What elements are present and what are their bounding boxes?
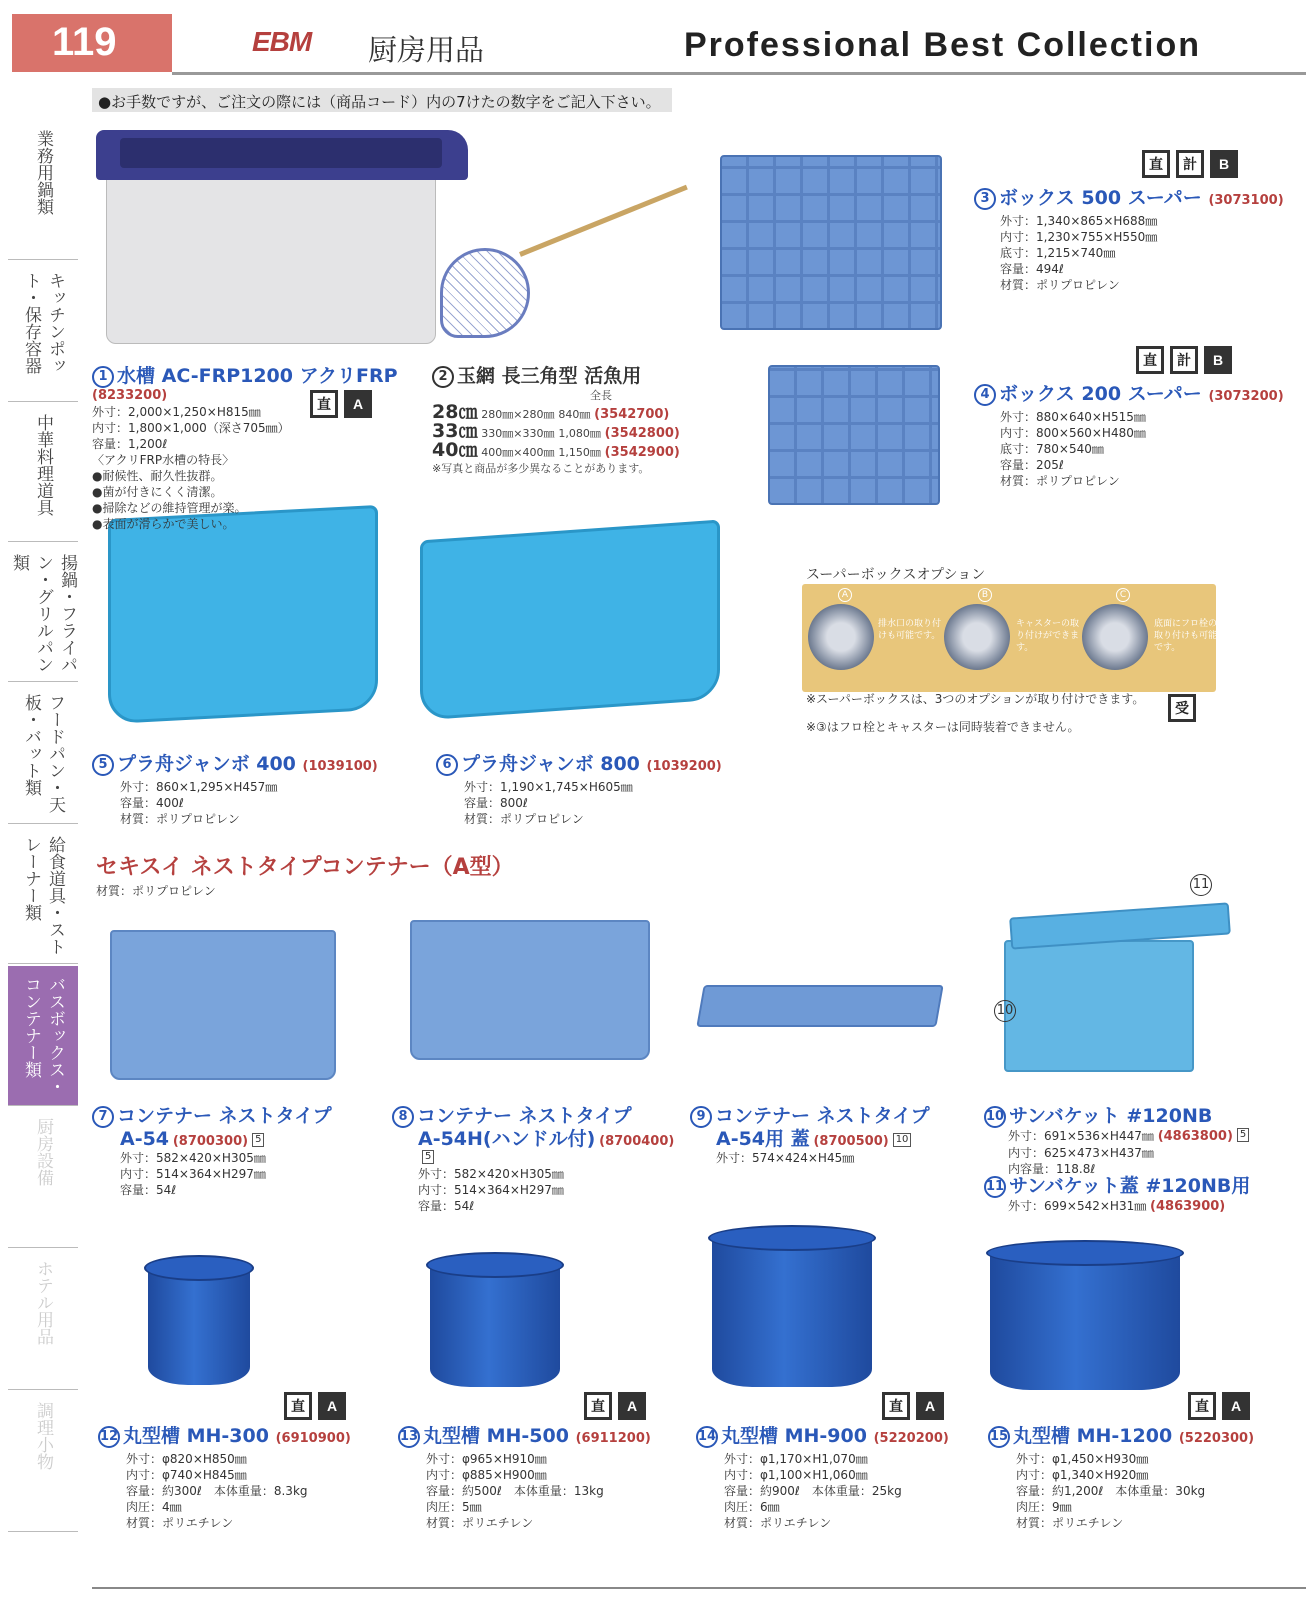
spec-line: 肉圧：6㎜ [724,1500,780,1514]
direct-ship-icon: 直 [1136,346,1164,374]
product-3-badges [1142,150,1238,178]
spec-line: 外寸：691×536×H447㎜ (4863800) 5 [984,1128,1302,1145]
spec-line: 材質：ポリプロピレン [464,812,584,826]
spec-line: 外寸：1,190×1,745×H605㎜ [464,780,633,794]
spec-line: 外寸：φ1,450×H930㎜ [1016,1452,1149,1466]
sidebar-tab-bus-boxes[interactable] [8,966,78,1106]
brand-logo: EBM [252,26,312,57]
option-c-text: 底面にフロ栓の取り付けも可能です。 [1154,619,1218,653]
footer-divider [92,1587,1306,1589]
spec-line: 外寸：582×420×H305㎜ [120,1151,266,1165]
product-title: 15 丸型槽 MH-1200 (5220300) [990,1425,1255,1447]
spec-line: 外寸：φ1,170×H1,070㎜ [724,1452,868,1466]
rank-a-icon: A [916,1392,944,1420]
product-11 [984,1174,1302,1215]
plug-icon [1082,604,1148,670]
product-14 [696,1424,996,1531]
container-lid-image [696,985,943,1027]
rank-a-icon: A [344,390,372,418]
sidebar-tab-label: ホテル用品 [33,1260,53,1345]
spec-line: ●掃除などの維持管理が楽。 [92,501,247,515]
spec-line: 内寸：1,800×1,000（深さ705㎜） [92,421,290,435]
spec-line: 材質：ポリプロピレン [1000,278,1120,292]
box-500-image [720,155,942,330]
spec-line: 容量：約300ℓ 本体重量：8.3kg [126,1484,308,1498]
product-title: 14 丸型槽 MH-900 (5220200) [698,1425,949,1447]
product-4 [974,382,1300,489]
product-title: 4 ボックス 200 スーパー (3073200) [974,382,1300,409]
option-c-label: C [1116,588,1130,602]
sidebar-tab-label: 業務用鍋類 [33,130,53,215]
drain-icon [808,604,874,670]
product-2 [432,364,722,477]
option-note-1: ※スーパーボックスは、3つのオプションが取り付けできます。 [806,692,1145,706]
product-title: 7 コンテナー ネストタイプ [92,1104,382,1128]
spec-line: 内容量：118.8ℓ [1008,1162,1096,1176]
sidebar-tab-label: 調理小物 [33,1402,53,1470]
spec-line: ●菌が付きにくく清潔。 [92,485,223,499]
spec-line: 外寸：φ965×H910㎜ [426,1452,547,1466]
product-15 [988,1424,1298,1531]
product-7 [92,1104,382,1198]
spec-line: 材質：ポリエチレン [426,1516,534,1530]
direct-ship-icon: 直 [1188,1392,1216,1420]
product-title: 3 ボックス 500 スーパー (3073100) [974,186,1300,213]
net-size-row: 40㎝ 400㎜×400㎜ 1,150㎜ (3542900) [432,439,680,461]
spec-line: 内寸：φ1,100×H1,060㎜ [724,1468,868,1482]
product-subtitle: A-54用 蓋 (8700500) 10 [690,1128,970,1150]
spec-line: 内寸：625×473×H437㎜ [1008,1146,1154,1160]
sidebar-tab-food-service[interactable] [8,826,78,964]
spec-line: 肉圧：5㎜ [426,1500,482,1514]
calculator-icon: 計 [1176,150,1204,178]
product-subtitle: A-54H(ハンドル付) (8700400)5 [418,1128,675,1162]
collection-title: Professional Best Collection [684,26,1201,64]
option-b-label: B [978,588,992,602]
spec-line: 外寸：φ820×H850㎜ [126,1452,247,1466]
option-b-text: キャスターの取り付けができます。 [1016,619,1080,653]
spec-line: 容量：約1,200ℓ 本体重量：30kg [1016,1484,1206,1498]
sidebar-tab-hotel[interactable] [8,1250,78,1390]
sidebar-tab-label: 厨房設備 [33,1118,53,1186]
sidebar-tab-label: 給食道具・ストレーナー類 [21,836,65,955]
spec-line: 材質：ポリプロピレン [1000,474,1120,488]
rank-b-icon: B [1210,150,1238,178]
sidebar-tab-pots[interactable] [8,120,78,260]
header-divider [172,72,1306,75]
jumbo-400-image [108,505,378,724]
sidebar-tab-kitchen-pot[interactable] [8,262,78,402]
spec-line: 材質：ポリプロピレン [120,812,240,826]
calculator-icon: 計 [1170,346,1198,374]
round-tank-500-image [430,1262,560,1387]
sidebar-tab-chinese[interactable] [8,404,78,542]
pack-qty-icon: 10 [893,1133,912,1147]
option-title: スーパーボックスオプション [806,567,986,583]
round-tank-300-image [148,1265,250,1385]
direct-ship-icon: 直 [882,1392,910,1420]
caster-icon [944,604,1010,670]
pack-qty-icon: 5 [1237,1128,1249,1142]
product-title: 2 玉網 長三角型 活魚用 [432,364,722,388]
sidebar-tab-label: キッチンポット・保存容器 [21,272,65,374]
product-14-badges [882,1392,944,1420]
spec-line: 底寸：780×540㎜ [1000,442,1104,456]
product-15-badges [1188,1392,1250,1420]
spec-line: 容量：800ℓ [464,796,528,810]
product-title: 13 丸型槽 MH-500 (6911200) [400,1425,651,1447]
category-title: 厨房用品 [368,33,485,67]
spec-line: 容量：約500ℓ 本体重量：13kg [426,1484,604,1498]
product-subtitle: A-54 (8700300) 5 [92,1128,382,1150]
spec-line: 外寸：1,340×865×H688㎜ [1000,214,1158,228]
spec-line: 内寸：800×560×H480㎜ [1000,426,1146,440]
product-title: 11 サンバケット蓋 #120NB用 [986,1175,1251,1197]
product-12-badges [284,1392,346,1420]
spec-line: 容量：約900ℓ 本体重量：25kg [724,1484,902,1498]
spec-line: 外寸：880×640×H515㎜ [1000,410,1146,424]
section-material: 材質：ポリプロピレン [96,884,216,898]
spec-line: 肉圧：4㎜ [126,1500,182,1514]
fish-net-image [440,200,680,350]
frp-tank-image [96,130,468,350]
product-3 [974,186,1300,293]
spec-line: ●耐候性、耐久性抜群。 [92,469,223,483]
pack-qty-icon: 5 [422,1150,434,1164]
spec-line: 容量：494ℓ [1000,262,1064,276]
spec-line: 〈アクリFRP水槽の特長〉 [92,453,235,467]
spec-line: 内寸：φ1,340×H920㎜ [1016,1468,1149,1482]
direct-ship-icon: 直 [584,1392,612,1420]
sidebar-tab-label: バスボックス・コンテナー類 [21,976,65,1095]
spec-line: 外寸：860×1,295×H457㎜ [120,780,278,794]
container-a54h-image [410,920,650,1060]
spec-line: 材質：ポリエチレン [724,1516,832,1530]
spec-line: ●表面が滑らかで美しい。 [92,517,235,531]
product-9 [690,1104,970,1166]
product-4-badges [1136,346,1232,374]
rank-a-icon: A [618,1392,646,1420]
sun-bucket-image [1004,940,1194,1072]
round-tank-900-image [712,1235,872,1387]
sidebar-tab-label: フードパン・天板・バット類 [21,694,65,813]
spec-line: 外寸：699×542×H31㎜ (4863900) [1008,1199,1226,1214]
sidebar-tab-fryers[interactable] [8,544,78,682]
net-size-row: 28㎝ 280㎜×280㎜ 840㎜ (3542700) [432,401,670,423]
product-10 [984,1104,1302,1177]
container-a54-image [110,930,336,1080]
jumbo-800-image [420,520,720,721]
spec-line: 材質：ポリエチレン [126,1516,234,1530]
spec-line: 底寸：1,215×740㎜ [1000,246,1116,260]
option-note-2: ※③はフロ栓とキャスターは同時装着できません。 [806,720,1080,734]
pack-qty-icon: 5 [252,1133,264,1147]
product-title: 5 プラ舟ジャンボ 400 (1039100) [92,752,402,779]
product-title: 9 コンテナー ネストタイプ [690,1104,970,1128]
product-title: 10 サンバケット #120NB [986,1105,1213,1127]
order-only-icon: 受 [1168,694,1196,722]
direct-ship-icon: 直 [284,1392,312,1420]
option-panel [802,584,1216,692]
page-number: 119 [12,14,172,72]
product-5 [92,752,402,827]
product-6 [436,752,756,827]
product-title: 1 水槽 AC-FRP1200 アクリFRP [92,364,422,388]
rank-a-icon: A [318,1392,346,1420]
length-header: 全長 [590,389,612,402]
spec-line: 容量：400ℓ [120,796,184,810]
sidebar-tab-equipment[interactable] [8,1108,78,1248]
sidebar-tab-food-pans[interactable] [8,684,78,824]
product-1 [92,364,422,532]
product-8 [392,1104,682,1214]
product-code: (8233200) [92,388,168,403]
section-title: セキスイ ネストタイプコンテナー（A型） [96,855,514,880]
spec-line: 容量：54ℓ [418,1199,475,1213]
spec-line: 内寸：514×364×H297㎜ [418,1183,564,1197]
spec-line: 内寸：φ740×H845㎜ [126,1468,247,1482]
net-note: ※写真と商品が多少異なることがあります。 [432,462,650,475]
direct-ship-icon: 直 [310,390,338,418]
option-a-text: 排水口の取り付けも可能です。 [878,619,942,641]
callout-11: 11 [1190,874,1212,896]
box-200-image [768,365,940,505]
spec-line: 外寸：574×424×H45㎜ [716,1151,855,1165]
spec-line: 内寸：1,230×755×H550㎜ [1000,230,1158,244]
spec-line: 内寸：514×364×H297㎜ [120,1167,266,1181]
spec-line: 外寸：582×420×H305㎜ [418,1167,564,1181]
spec-line: 肉圧：9㎜ [1016,1500,1072,1514]
product-1-badges [310,390,372,418]
product-13-badges [584,1392,646,1420]
sidebar-tab-small-tools[interactable] [8,1392,78,1532]
option-a-label: A [838,588,852,602]
sidebar-tab-label: 揚鍋・フライパン・グリルパン類 [9,554,77,673]
callout-10: 10 [994,1000,1016,1022]
net-size-row: 33㎝ 330㎜×330㎜ 1,080㎜ (3542800) [432,420,680,442]
direct-ship-icon: 直 [1142,150,1170,178]
product-title: 6 プラ舟ジャンボ 800 (1039200) [436,752,756,779]
product-12 [98,1424,398,1531]
spec-line: 材質：ポリエチレン [1016,1516,1124,1530]
spec-line: 外寸：2,000×1,250×H815㎜ [92,405,261,419]
rank-b-icon: B [1204,346,1232,374]
spec-line: 容量：54ℓ [120,1183,177,1197]
spec-line: 容量：205ℓ [1000,458,1064,472]
spec-line: 内寸：φ885×H900㎜ [426,1468,547,1482]
sidebar-tab-label: 中華料理道具 [33,414,53,516]
product-title: 12 丸型槽 MH-300 (6910900) [100,1425,351,1447]
rank-a-icon: A [1222,1392,1250,1420]
product-13 [398,1424,698,1531]
round-tank-1200-image [990,1250,1180,1390]
spec-line: 容量：1,200ℓ [92,437,168,451]
order-notice: ●お手数ですが、ご注文の際には（商品コード）内の7けたの数字をご記入下さい。 [92,88,672,112]
product-title: 8 コンテナー ネストタイプ [392,1104,682,1128]
